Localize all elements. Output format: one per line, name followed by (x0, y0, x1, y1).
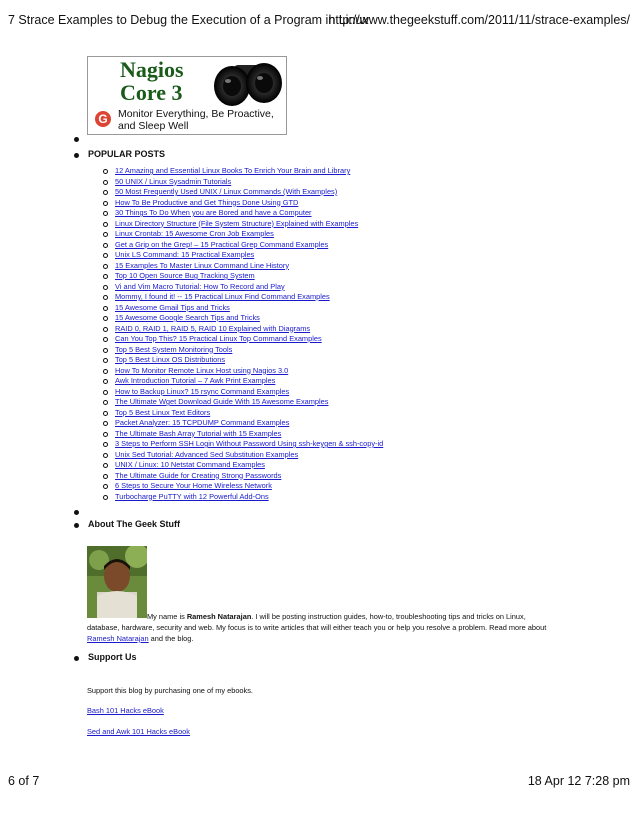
list-item (101, 177, 383, 188)
empty-list-bullet (74, 510, 79, 515)
popular-post-link[interactable]: Mommy, I found it! -- 15 Practical Linux Find Command Examples (115, 292, 330, 301)
list-item (101, 471, 383, 482)
list-item (101, 408, 383, 419)
popular-post-link[interactable]: Turbocharge PuTTY with 12 Powerful Add-Ons (115, 491, 269, 501)
popular-post-link[interactable]: Vi and Vim Macro Tutorial: How To Record and Play (115, 281, 285, 291)
list-item (101, 481, 383, 492)
list-item (101, 387, 383, 398)
author-name: Ramesh Natarajan (186, 612, 252, 621)
list-item (101, 418, 383, 429)
banner-line-1: Nagios (120, 57, 184, 82)
page-url: http://www.thegeekstuff.com/2011/11/strace-examples/ (328, 13, 630, 27)
list-item (101, 198, 383, 209)
popular-post-link[interactable]: Top 5 Best Linux OS Distributions (115, 355, 226, 364)
banner-tagline: Monitor Everything, Be Proactive, and Sleep Well (118, 108, 274, 132)
list-item (101, 219, 383, 230)
print-header (8, 13, 630, 33)
list-item (101, 313, 383, 324)
page-number: 6 of 7 (8, 774, 40, 788)
popular-post-link[interactable]: 50 UNIX / Linux Sysadmin Tutorials (115, 176, 232, 186)
popular-posts-list (101, 166, 383, 502)
list-item (101, 334, 383, 345)
popular-post-link[interactable]: 15 Examples To Master Linux Command Line History (115, 260, 290, 270)
print-datetime: 18 Apr 12 7:28 pm (527, 774, 630, 788)
popular-post-link[interactable]: Packet Analyzer: 15 TCPDUMP Command Examples (115, 418, 290, 427)
support-bullet (74, 656, 79, 661)
list-item (101, 282, 383, 293)
nagios-banner-ad[interactable] (87, 56, 287, 135)
popular-post-link[interactable]: 6 Steps to Secure Your Home Wireless Network (115, 481, 272, 490)
popular-post-link[interactable]: How to Backup Linux? 15 rsync Command Examples (115, 386, 290, 396)
list-item (101, 460, 383, 471)
popular-post-link[interactable]: Linux Crontab: 15 Awesome Cron Job Examples (115, 229, 274, 238)
author-link[interactable]: Ramesh Natarajan (87, 634, 149, 643)
popular-post-link[interactable]: The Ultimate Guide for Creating Strong Passwords (115, 470, 282, 480)
popular-post-link[interactable]: 50 Most Frequently Used UNIX / Linux Commands (With Examples) (115, 187, 338, 196)
popular-post-link[interactable]: How To Monitor Remote Linux Host using Nagios 3.0 (115, 365, 289, 375)
list-item (101, 439, 383, 450)
list-item (101, 250, 383, 261)
about-bullet (74, 523, 79, 528)
popular-posts-heading: POPULAR POSTS (88, 149, 166, 159)
popular-post-link[interactable]: Top 5 Best System Monitoring Tools (115, 344, 233, 354)
sed-awk-ebook-link[interactable]: Sed and Awk 101 Hacks eBook (87, 727, 190, 736)
list-item (101, 303, 383, 314)
popular-post-link[interactable]: 15 Awesome Google Search Tips and Tricks (115, 313, 260, 322)
page-title: 7 Strace Examples to Debug the Execution of a Program in Linux (8, 13, 369, 27)
list-item (101, 166, 383, 177)
popular-post-link[interactable]: RAID 0, RAID 1, RAID 5, RAID 10 Explained with Diagrams (115, 323, 311, 333)
about-body: . I will be posting instruction guides, how-to, troubleshooting tips and tricks on Linux, database, hardware, security and web. My focus is to write articles that will either teach you or help you resolve a problem. Read more about (87, 612, 547, 632)
banner-line-2: Core 3 (120, 80, 183, 105)
popular-post-link[interactable]: Unix LS Command: 15 Practical Examples (115, 250, 255, 259)
list-item (101, 366, 383, 377)
popular-post-link[interactable]: UNIX / Linux: 10 Netstat Command Examples (115, 460, 265, 469)
list-item (101, 240, 383, 251)
popular-post-link[interactable]: Top 5 Best Linux Text Editors (115, 407, 211, 417)
list-item (101, 229, 383, 240)
about-tail: and the blog. (148, 634, 194, 643)
popular-post-link[interactable]: How To Be Productive and Get Things Done Using GTD (115, 197, 299, 207)
popular-post-link[interactable]: 30 Things To Do When you are Bored and have a Computer (115, 208, 312, 217)
list-item (101, 429, 383, 440)
bash-ebook-link[interactable]: Bash 101 Hacks eBook (87, 706, 164, 715)
list-item (101, 208, 383, 219)
popular-post-link[interactable]: Linux Directory Structure (File System Structure) Explained with Examples (115, 218, 359, 228)
list-item (101, 397, 383, 408)
empty-list-bullet (74, 137, 79, 142)
popular-post-link[interactable]: The Ultimate Wget Download Guide With 15 Awesome Examples (115, 397, 329, 406)
list-item (101, 261, 383, 272)
list-item (101, 450, 383, 461)
list-item (101, 271, 383, 282)
list-item (101, 345, 383, 356)
popular-post-link[interactable]: The Ultimate Bash Array Tutorial with 15 Examples (115, 428, 282, 438)
support-text: Support this blog by purchasing one of my ebooks. (87, 686, 253, 695)
about-text (87, 611, 557, 644)
popular-post-link[interactable]: Top 10 Open Source Bug Tracking System (115, 271, 255, 280)
popular-post-link[interactable]: Unix Sed Tutorial: Advanced Sed Substitution Examples (115, 449, 299, 459)
about-heading: About The Geek Stuff (88, 519, 180, 529)
popular-post-link[interactable]: 15 Awesome Gmail Tips and Tricks (115, 302, 230, 312)
list-item (101, 355, 383, 366)
popular-post-link[interactable]: Can You Top This? 15 Practical Linux Top Command Examples (115, 334, 322, 343)
list-item (101, 187, 383, 198)
list-item (101, 376, 383, 387)
popular-post-link[interactable]: Get a Grip on the Grep! – 15 Practical Grep Command Examples (115, 239, 329, 249)
popular-post-link[interactable]: 3 Steps to Perform SSH Login Without Password Using ssh-keygen & ssh-copy-id (115, 439, 384, 448)
binoculars-icon (212, 59, 284, 109)
popular-post-link[interactable]: Awk Introduction Tutorial – 7 Awk Print Examples (115, 376, 276, 385)
author-photo (87, 546, 147, 618)
about-intro: My name is (147, 612, 187, 621)
popular-post-link[interactable]: 12 Amazing and Essential Linux Books To Enrich Your Brain and Library (115, 166, 351, 175)
support-heading: Support Us (88, 652, 137, 662)
list-item (101, 292, 383, 303)
list-item (101, 324, 383, 335)
banner-logo-icon: G (95, 111, 111, 127)
list-item (101, 492, 383, 503)
popular-posts-bullet (74, 153, 79, 158)
